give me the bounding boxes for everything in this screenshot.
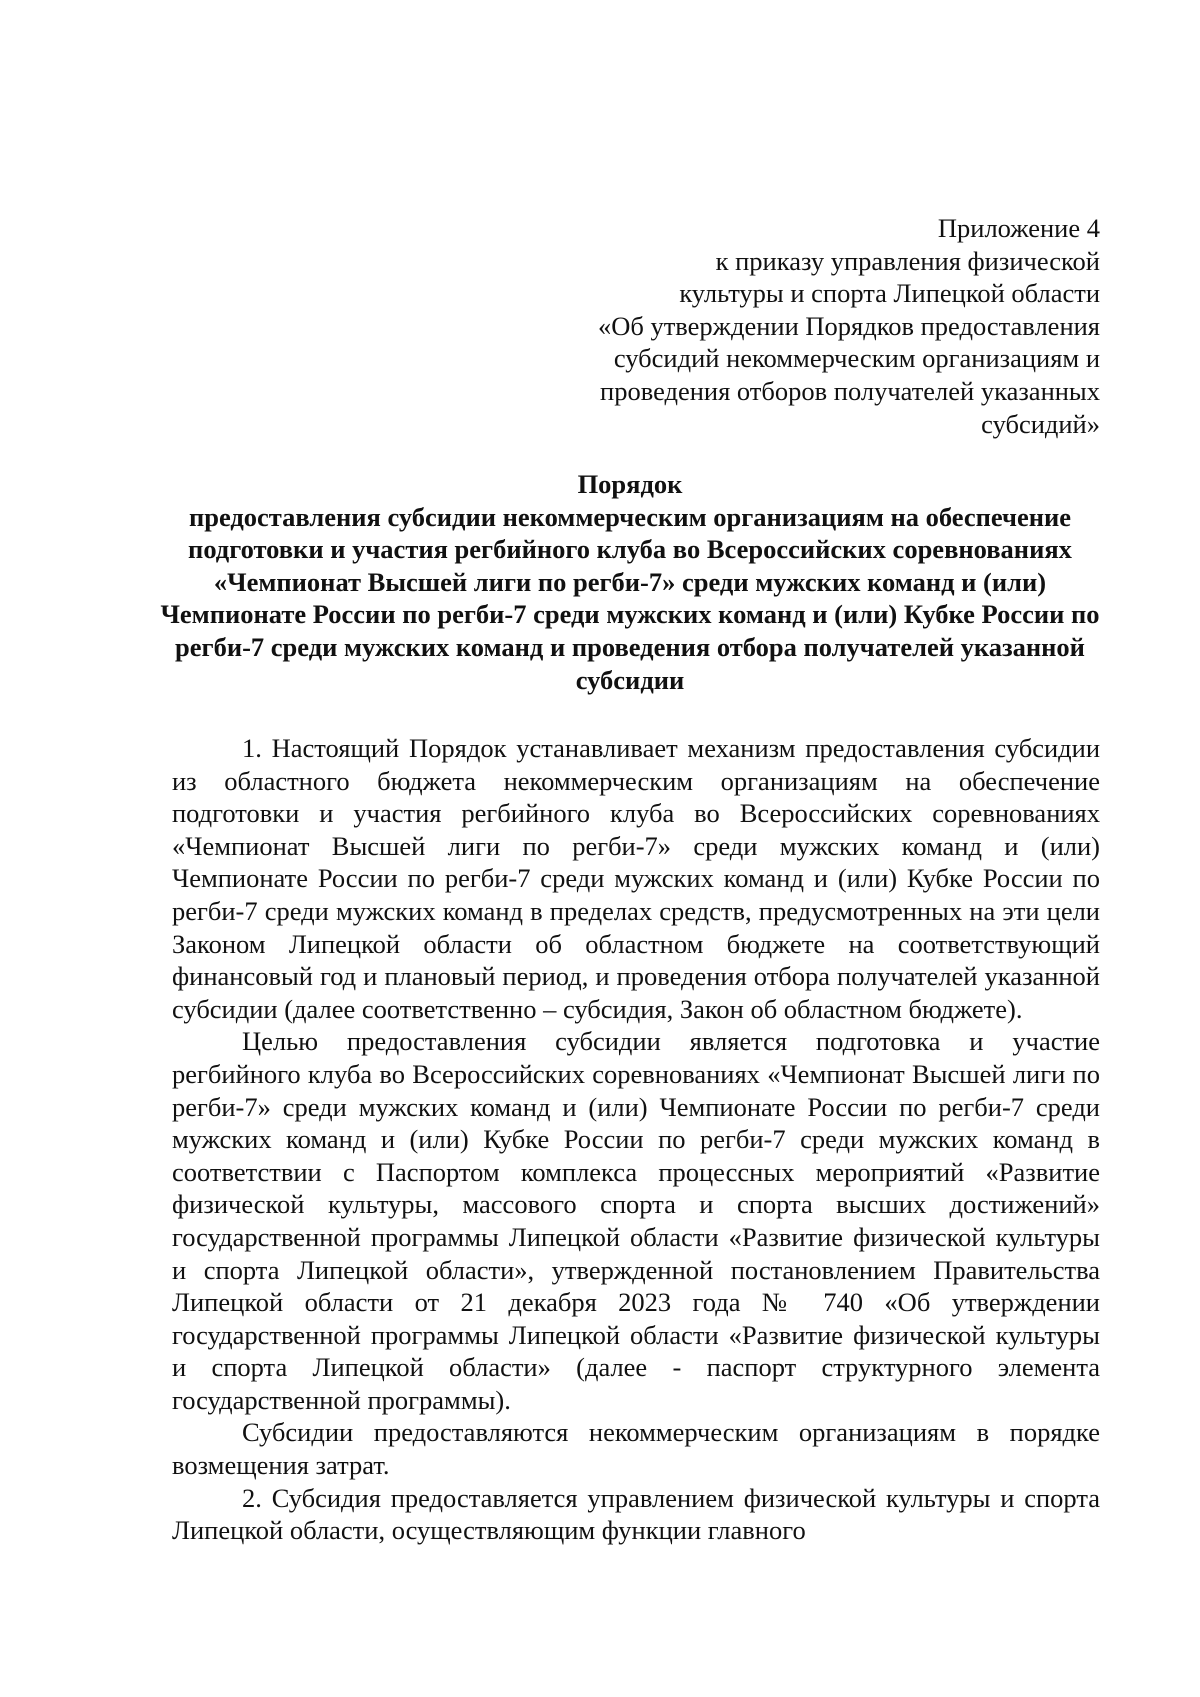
paragraph-2: Целью предоставления субсидии является подготовка и участие регбийного клуба во Всероссийских соревнованиях «Чемпионат Высшей лиги по регби-7» среди мужских команд и (или) Чемпионате России по регби-7 среди мужских команд и (или) Кубке России по регби-7 среди мужских команд в соответствии с Паспортом комплекса процессных мероприятий «Развитие физической культуры, массового спорта и спорта высших достижений» государственной программы Липецкой области «Развитие физической культуры и спорта Липецкой области», утвержденной постановлением Правительства Липецкой области от 21 декабря 2023 года № 740 «Об утверждении государственной программы Липецкой области «Развитие физической культуры и спорта Липецкой области» (далее - паспорт структурного элемента государственной программы). xyxy=(172,1026,1100,1415)
document-heading xyxy=(160,468,1100,696)
appendix-line: субсидий некоммерческим организациям и xyxy=(613,343,1100,374)
document-body xyxy=(172,732,1100,1547)
paragraph-1: 1. Настоящий Порядок устанавливает механизм предоставления субсидии из областного бюджета некоммерческим организациям на обеспечение подготовки и участия регбийного клуба во Всероссийских соревнованиях «Чемпионат Высшей лиги по регби-7» среди мужских команд и (или) Чемпионате России по регби-7 среди мужских команд и (или) Кубке России по регби-7 среди мужских команд в пределах средств, предусмотренных на эти цели Законом Липецкой области об областном бюджете на соответствующий финансовый год и плановый период, и проведения отбора получателей указанной субсидии (далее соответственно – субсидия, Закон об областном бюджете). xyxy=(172,733,1100,1024)
paragraph-3: Субсидии предоставляются некоммерческим организациям в порядке возмещения затрат. xyxy=(172,1417,1100,1481)
appendix-line: к приказу управления физической xyxy=(715,245,1100,276)
document-title: Порядок xyxy=(577,469,683,499)
appendix-line: субсидий» xyxy=(981,408,1100,439)
appendix-line: Приложение 4 xyxy=(937,213,1100,243)
appendix-line: проведения отборов получателей указанных xyxy=(600,375,1100,406)
paragraph-4: 2. Субсидия предоставляется управлением физической культуры и спорта Липецкой области, осуществляющим функции главного xyxy=(172,1482,1100,1546)
document-subtitle: предоставления субсидии некоммерческим организациям на обеспечение подготовки и участия регбийного клуба во Всероссийских соревнованиях «Чемпионат Высшей лиги по регби-7» среди мужских команд и (или) Чемпионате России по регби-7 среди мужских команд и (или) Кубке России по регби-7 среди мужских команд и проведения отбора получателей указанной субсидии xyxy=(160,501,1100,695)
appendix-header xyxy=(540,212,1100,440)
appendix-line: культуры и спорта Липецкой области xyxy=(679,278,1100,309)
appendix-line: «Об утверждении Порядков предоставления xyxy=(597,310,1100,341)
